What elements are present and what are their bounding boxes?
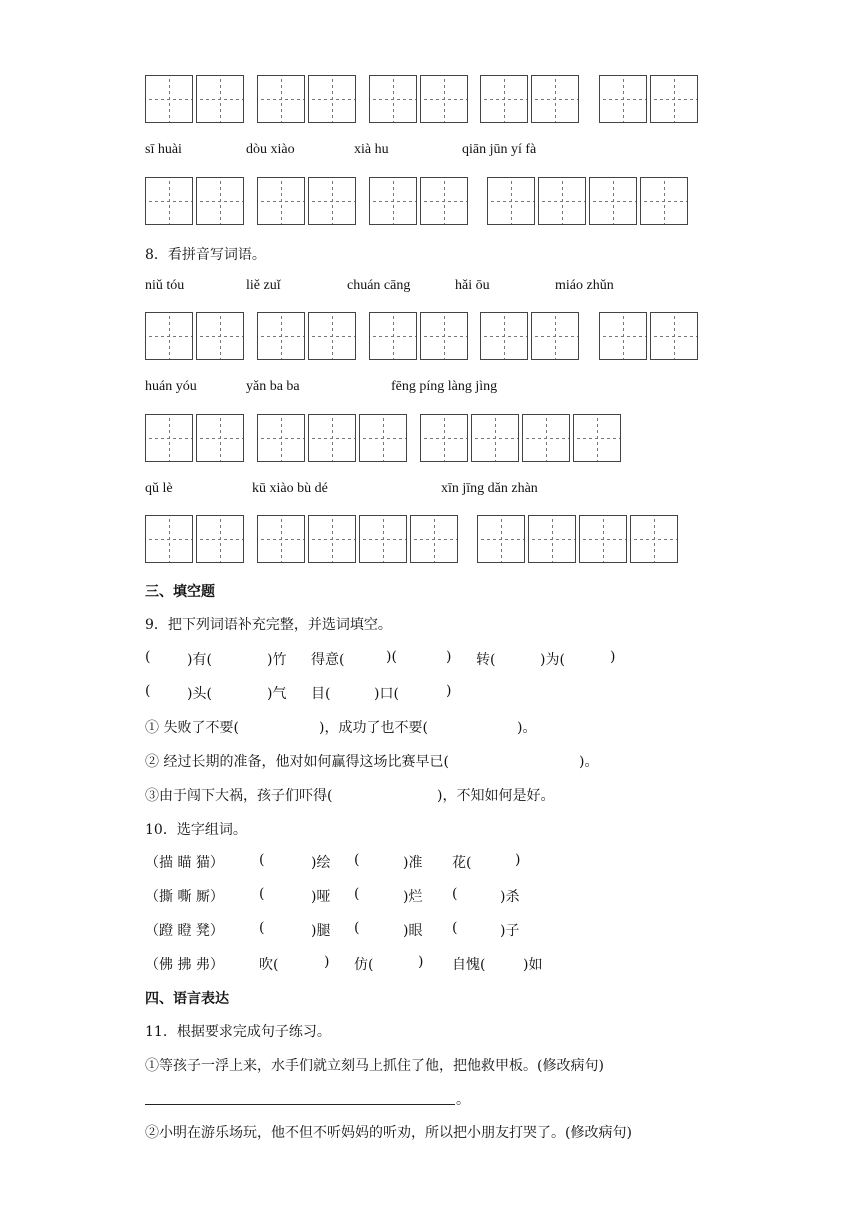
word-part: ( (259, 852, 265, 868)
blank-paren: ( (145, 649, 151, 665)
word-part: )子 (500, 923, 520, 939)
pinyin-label: hǎi ōu (455, 278, 490, 293)
word-part: )杀 (500, 889, 520, 905)
pinyin-label: niǔ tóu (145, 278, 185, 293)
pinyin-label: liě zuǐ (246, 278, 281, 293)
pinyin-label: fēng píng làng jìng (391, 379, 498, 394)
word-part: 花( (452, 855, 472, 871)
idiom-part: )口( (374, 686, 399, 702)
writing-grid[interactable] (145, 515, 244, 563)
writing-grid[interactable] (369, 75, 468, 123)
pinyin-label: miáo zhǔn (555, 278, 614, 293)
word-part: ( (259, 920, 265, 936)
answer-end-mark: 。 (456, 1092, 470, 1108)
writing-grid[interactable] (145, 312, 244, 360)
word-part: )绘 (311, 855, 331, 871)
idiom-part: )为( (540, 652, 565, 668)
writing-grid[interactable] (480, 75, 579, 123)
answer-line[interactable] (145, 1104, 455, 1105)
writing-grid[interactable] (487, 177, 688, 225)
idiom-part: 得意( (311, 652, 345, 668)
word-part: ( (354, 852, 360, 868)
writing-grid[interactable] (599, 75, 698, 123)
word-part: ( (452, 886, 458, 902)
word-part: )准 (403, 855, 423, 871)
sentence-2: ② 经过长期的准备，他对如何赢得这场比赛早已( (145, 754, 449, 770)
word-part: 自愧( (452, 957, 486, 973)
sentence-3: )，不知如何是好。 (437, 788, 555, 804)
idiom-part: ) (610, 649, 616, 665)
word-part: ) (324, 954, 330, 970)
sentence-1: ① 失败了不要( (145, 720, 239, 736)
writing-grid[interactable] (145, 414, 244, 462)
idiom-part: ) (446, 649, 452, 665)
sentence-1: )。 (517, 720, 537, 736)
section-heading: 四、语言表达 (145, 991, 229, 1007)
section-heading: 三、填空题 (145, 584, 215, 600)
idiom-part: )竹 (267, 652, 287, 668)
writing-grid[interactable] (257, 312, 356, 360)
pinyin-label: xīn jīng dǎn zhàn (441, 481, 538, 496)
word-part: 吹( (259, 957, 279, 973)
pinyin-label: yǎn ba ba (246, 379, 300, 394)
word-part: ( (354, 886, 360, 902)
word-part: )如 (523, 957, 543, 973)
idiom-part: )有( (187, 652, 212, 668)
word-part: )腿 (311, 923, 331, 939)
char-group: （蹬 瞪 凳） (145, 923, 224, 939)
idiom-part: )气 (267, 686, 287, 702)
word-part: )眼 (403, 923, 423, 939)
idiom-part: 转( (476, 652, 496, 668)
sentence-1: ①等孩子一浮上来，水手们就立刻马上抓住了他，把他救甲板。(修改病句) (145, 1058, 604, 1074)
writing-grid[interactable] (369, 312, 468, 360)
sentence-3: ③由于闯下大祸，孩子们吓得( (145, 788, 333, 804)
word-part: ( (452, 920, 458, 936)
writing-grid[interactable] (477, 515, 678, 563)
writing-grid[interactable] (369, 177, 468, 225)
idiom-part: )头( (187, 686, 212, 702)
word-part: ( (259, 886, 265, 902)
pinyin-label: qiān jūn yí fà (462, 142, 537, 157)
char-group: （描 瞄 猫） (145, 855, 224, 871)
word-part: )烂 (403, 889, 423, 905)
word-part: ) (515, 852, 521, 868)
question-11-title: 11．根据要求完成句子练习。 (145, 1024, 331, 1040)
writing-grid[interactable] (257, 515, 458, 563)
char-group: （佛 拂 弗） (145, 957, 224, 973)
blank-paren: ( (145, 683, 151, 699)
pinyin-label: kū xiào bù dé (252, 481, 328, 496)
pinyin-label: qǔ lè (145, 481, 173, 496)
writing-grid[interactable] (420, 414, 621, 462)
writing-grid[interactable] (599, 312, 698, 360)
writing-grid[interactable] (480, 312, 579, 360)
word-part: ( (354, 920, 360, 936)
writing-grid[interactable] (145, 75, 244, 123)
question-8-title: 8．看拼音写词语。 (145, 247, 266, 263)
word-part: 仿( (354, 957, 374, 973)
writing-grid[interactable] (257, 75, 356, 123)
pinyin-label: dòu xiào (246, 142, 295, 157)
idiom-part: )( (386, 649, 397, 665)
pinyin-label: xià hu (354, 142, 389, 157)
writing-grid[interactable] (257, 177, 356, 225)
sentence-2: ②小明在游乐场玩，他不但不听妈妈的听劝，所以把小朋友打哭了。(修改病句) (145, 1125, 632, 1141)
question-10-title: 10．选字组词。 (145, 822, 247, 838)
writing-grid[interactable] (257, 414, 407, 462)
pinyin-label: chuán cāng (347, 278, 411, 293)
question-9-title: 9．把下列词语补充完整，并选词填空。 (145, 617, 392, 633)
idiom-part: ) (446, 683, 452, 699)
word-part: ) (418, 954, 424, 970)
idiom-part: 目( (311, 686, 331, 702)
pinyin-label: huán yóu (145, 379, 197, 394)
writing-grid[interactable] (145, 177, 244, 225)
pinyin-label: sī huài (145, 142, 182, 157)
word-part: )哑 (311, 889, 331, 905)
sentence-1: )，成功了也不要( (319, 720, 428, 736)
char-group: （撕 嘶 厮） (145, 889, 224, 905)
sentence-2: )。 (579, 754, 599, 770)
